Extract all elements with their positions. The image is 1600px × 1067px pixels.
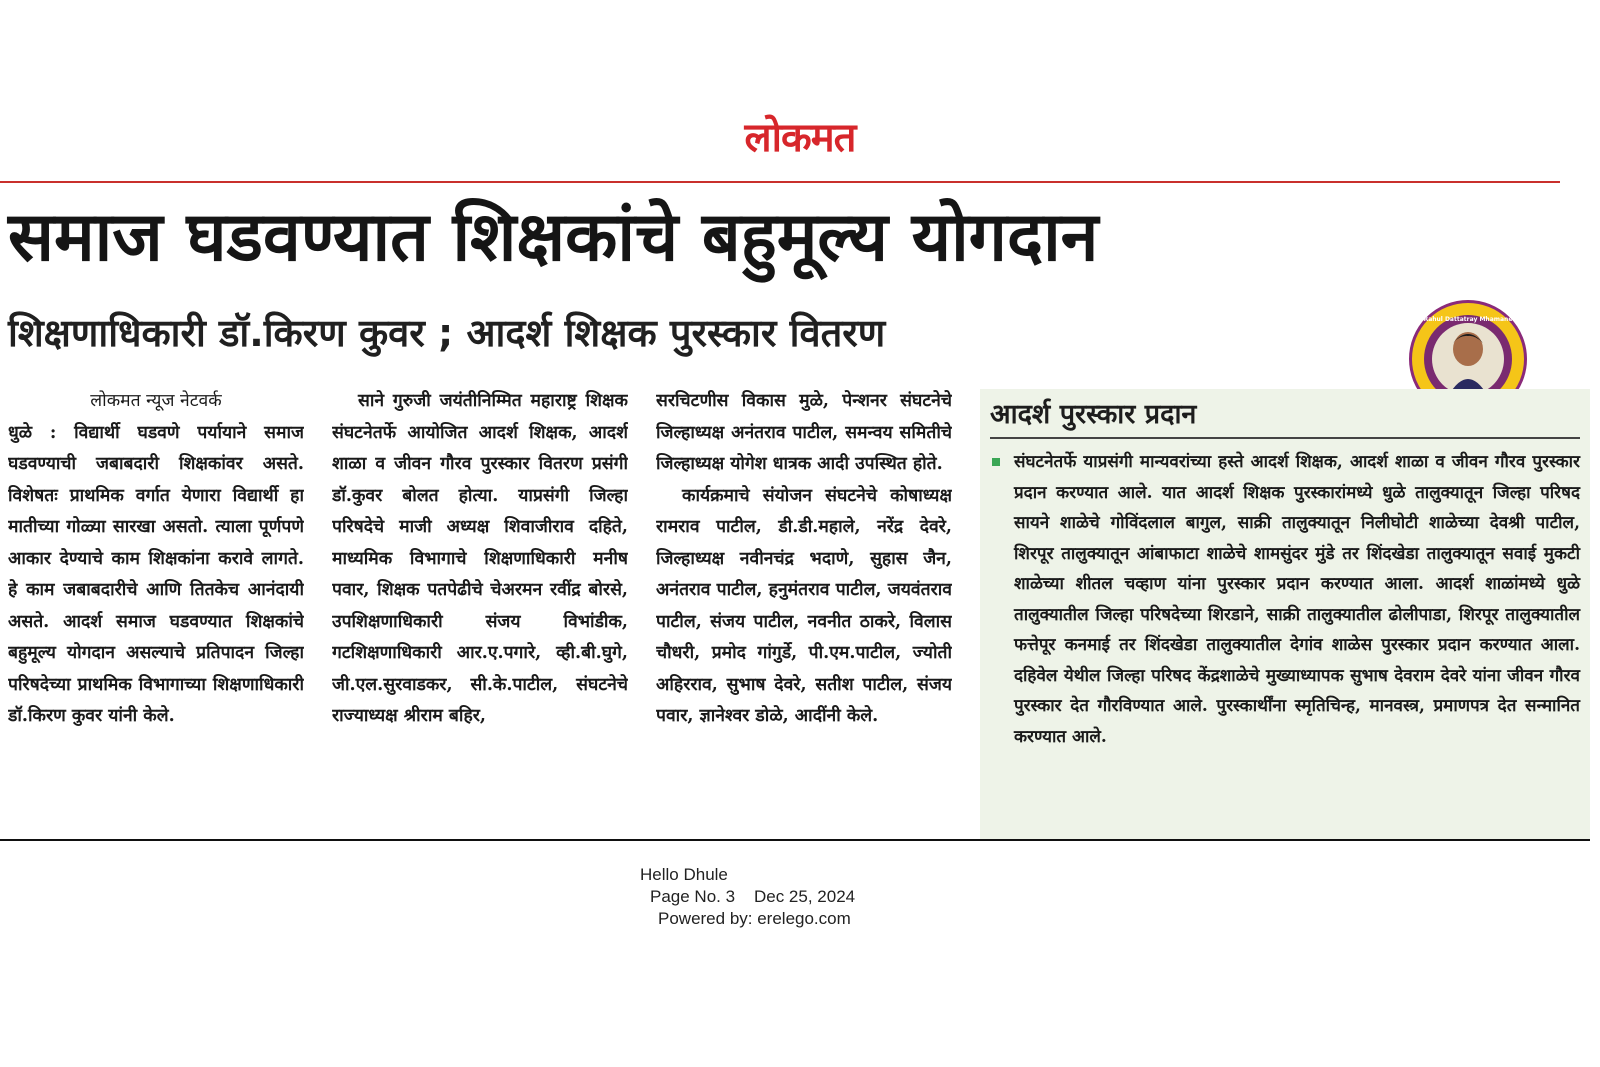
article-lead-text: विद्यार्थी घडवणे पर्यायाने समाज घडवण्याची जबाबदारी शिक्षकांवर असते. विशेषतः प्राथमिक वर्गात येणारा विद्यार्थी हा मातीच्या गोळ्या सारखा असतो. त्याला पूर्णपणे आकार देण्याचे काम शिक्षकांना करावे लागते. हे काम जबाबदारीचे आणि तितकेच आनंदायी असते. आदर्श समाज घडवण्यात शिक्षकांचे बहुमूल्य योगदान असल्याचे प्रतिपादन जिल्हा परिषदेच्या प्राथमिक विभागाच्या शिक्षणाधिकारी डॉ.किरण कुवर यांनी केले.	[8, 422, 304, 726]
footer	[640, 864, 960, 930]
article-column-3	[656, 386, 952, 826]
sidebar-title: आदर्श पुरस्कार प्रदान	[990, 395, 1580, 439]
footer-date: Dec 25, 2024	[753, 887, 856, 906]
footer-page-date	[640, 886, 960, 908]
article-paragraph-3: सरचिटणीस विकास मुळे, पेन्शनर संघटनेचे जिल्हाध्यक्ष अनंतराव पाटील, समन्वय समितीचे जिल्हाध्यक्ष योगेश धात्रक आदी उपस्थित होते.	[656, 391, 952, 474]
byline: लोकमत न्यूज नेटवर्क	[90, 391, 222, 411]
article-paragraph-4: कार्यक्रमाचे संयोजन संघटनेचे कोषाध्यक्ष रामराव पाटील, डी.डी.महाले, नरेंद्र देवरे, जिल्हाध्यक्ष नवीनचंद्र भदाणे, सुहास जैन, अनंतराव पाटील, हनुमंतराव पाटील, जयवंतराव पाटील, संजय पाटील, नवनीत ठाकरे, विलास चौधरी, प्रमोद गांगुर्डे, पी.एम.पाटील, ज्योती अहिरराव, सुभाष देवरे, सतीश पाटील, संजय पवार, ज्ञानेश्वर डोळे, आदींनी केले.	[656, 485, 952, 726]
article-lead-paragraph	[8, 418, 304, 733]
article-column-1	[8, 386, 304, 826]
dateline: धुळे :	[8, 422, 57, 443]
article-paragraph-2: साने गुरुजी जयंतीनिम्मित महाराष्ट्र शिक्षक संघटनेतर्फे आयोजित आदर्श शिक्षक, आदर्श शाळा व जीवन गौरव पुरस्कार वितरण प्रसंगी डॉ.कुवर बोलत होत्या. याप्रसंगी जिल्हा परिषदेचे माजी अध्यक्ष शिवाजीराव दहिते, माध्यमिक विभागाचे शिक्षणाधिकारी मनीष पवार, शिक्षक पतपेढीचे चेअरमन रवींद्र बोरसे, उपशिक्षणाधिकारी संजय विभांडीक, गटशिक्षणाधिकारी आर.ए.पगारे, व्ही.बी.घुगे, जी.एल.सुरवाडकर, सी.के.पाटील, संघटनेचे राज्याध्यक्ष श्रीराम बहिर,	[332, 391, 628, 726]
footer-page: Page No. 3	[650, 887, 736, 906]
masthead-divider	[0, 181, 1560, 183]
sidebar-box	[980, 389, 1590, 839]
subheadline: शिक्षणाधिकारी डॉ.किरण कुवर ; आदर्श शिक्षक पुरस्कार वितरण	[8, 311, 886, 355]
bullet-icon	[992, 458, 1000, 466]
bottom-divider	[0, 839, 1590, 841]
sidebar-text: संघटनेतर्फे याप्रसंगी मान्यवरांच्या हस्ते आदर्श शिक्षक, आदर्श शाळा व जीवन गौरव पुरस्कार प्रदान करण्यात आले. यात आदर्श शिक्षक पुरस्कारांमध्ये धुळे तालुक्यातून जिल्हा परिषद सायने शाळेचे गोविंदलाल बागुल, साक्री तालुक्यातून निलीघोटी शाळेच्या देवश्री पाटील, शिरपूर तालुक्यातून आंबाफाटा शाळेचे शामसुंदर मुंडे तर शिंदखेडा तालुक्यातून सवाई मुकटी शाळेच्या शीतल चव्हाण यांना पुरस्कार प्रदान करण्यात आला. आदर्श शाळांमध्ये धुळे तालुक्यातील जिल्हा परिषदेच्या शिरडाने, साक्री तालुक्यातील ढोलीपाडा, शिरपूर तालुक्यातील फत्तेपूर कनमाई तर शिंदखेडा तालुक्यातील देगांव शाळेस पुरस्कार प्रदान करण्यात आला. दहिवेल येथील जिल्हा परिषद केंद्रशाळेचे मुख्याध्यापक सुभाष देवराम देवरे यांना जीवन गौरव पुरस्कार देत गौरविण्यात आले. पुरस्कार्थींना स्मृतिचिन्ह, मानवस्त्र, प्रमाणपत्र देत सन्मानित करण्यात आले.	[1014, 452, 1580, 747]
masthead-logo: लोकमत	[744, 114, 856, 161]
badge-name: Rahul Dattatray Mhamane	[1423, 316, 1513, 323]
article-column-2	[332, 386, 628, 826]
footer-powered-by: Powered by: erelego.com	[658, 909, 851, 928]
footer-edition: Hello Dhule	[640, 865, 728, 884]
sidebar-body	[990, 447, 1580, 752]
headline: समाज घडवण्यात शिक्षकांचे बहुमूल्य योगदान	[8, 198, 1099, 277]
